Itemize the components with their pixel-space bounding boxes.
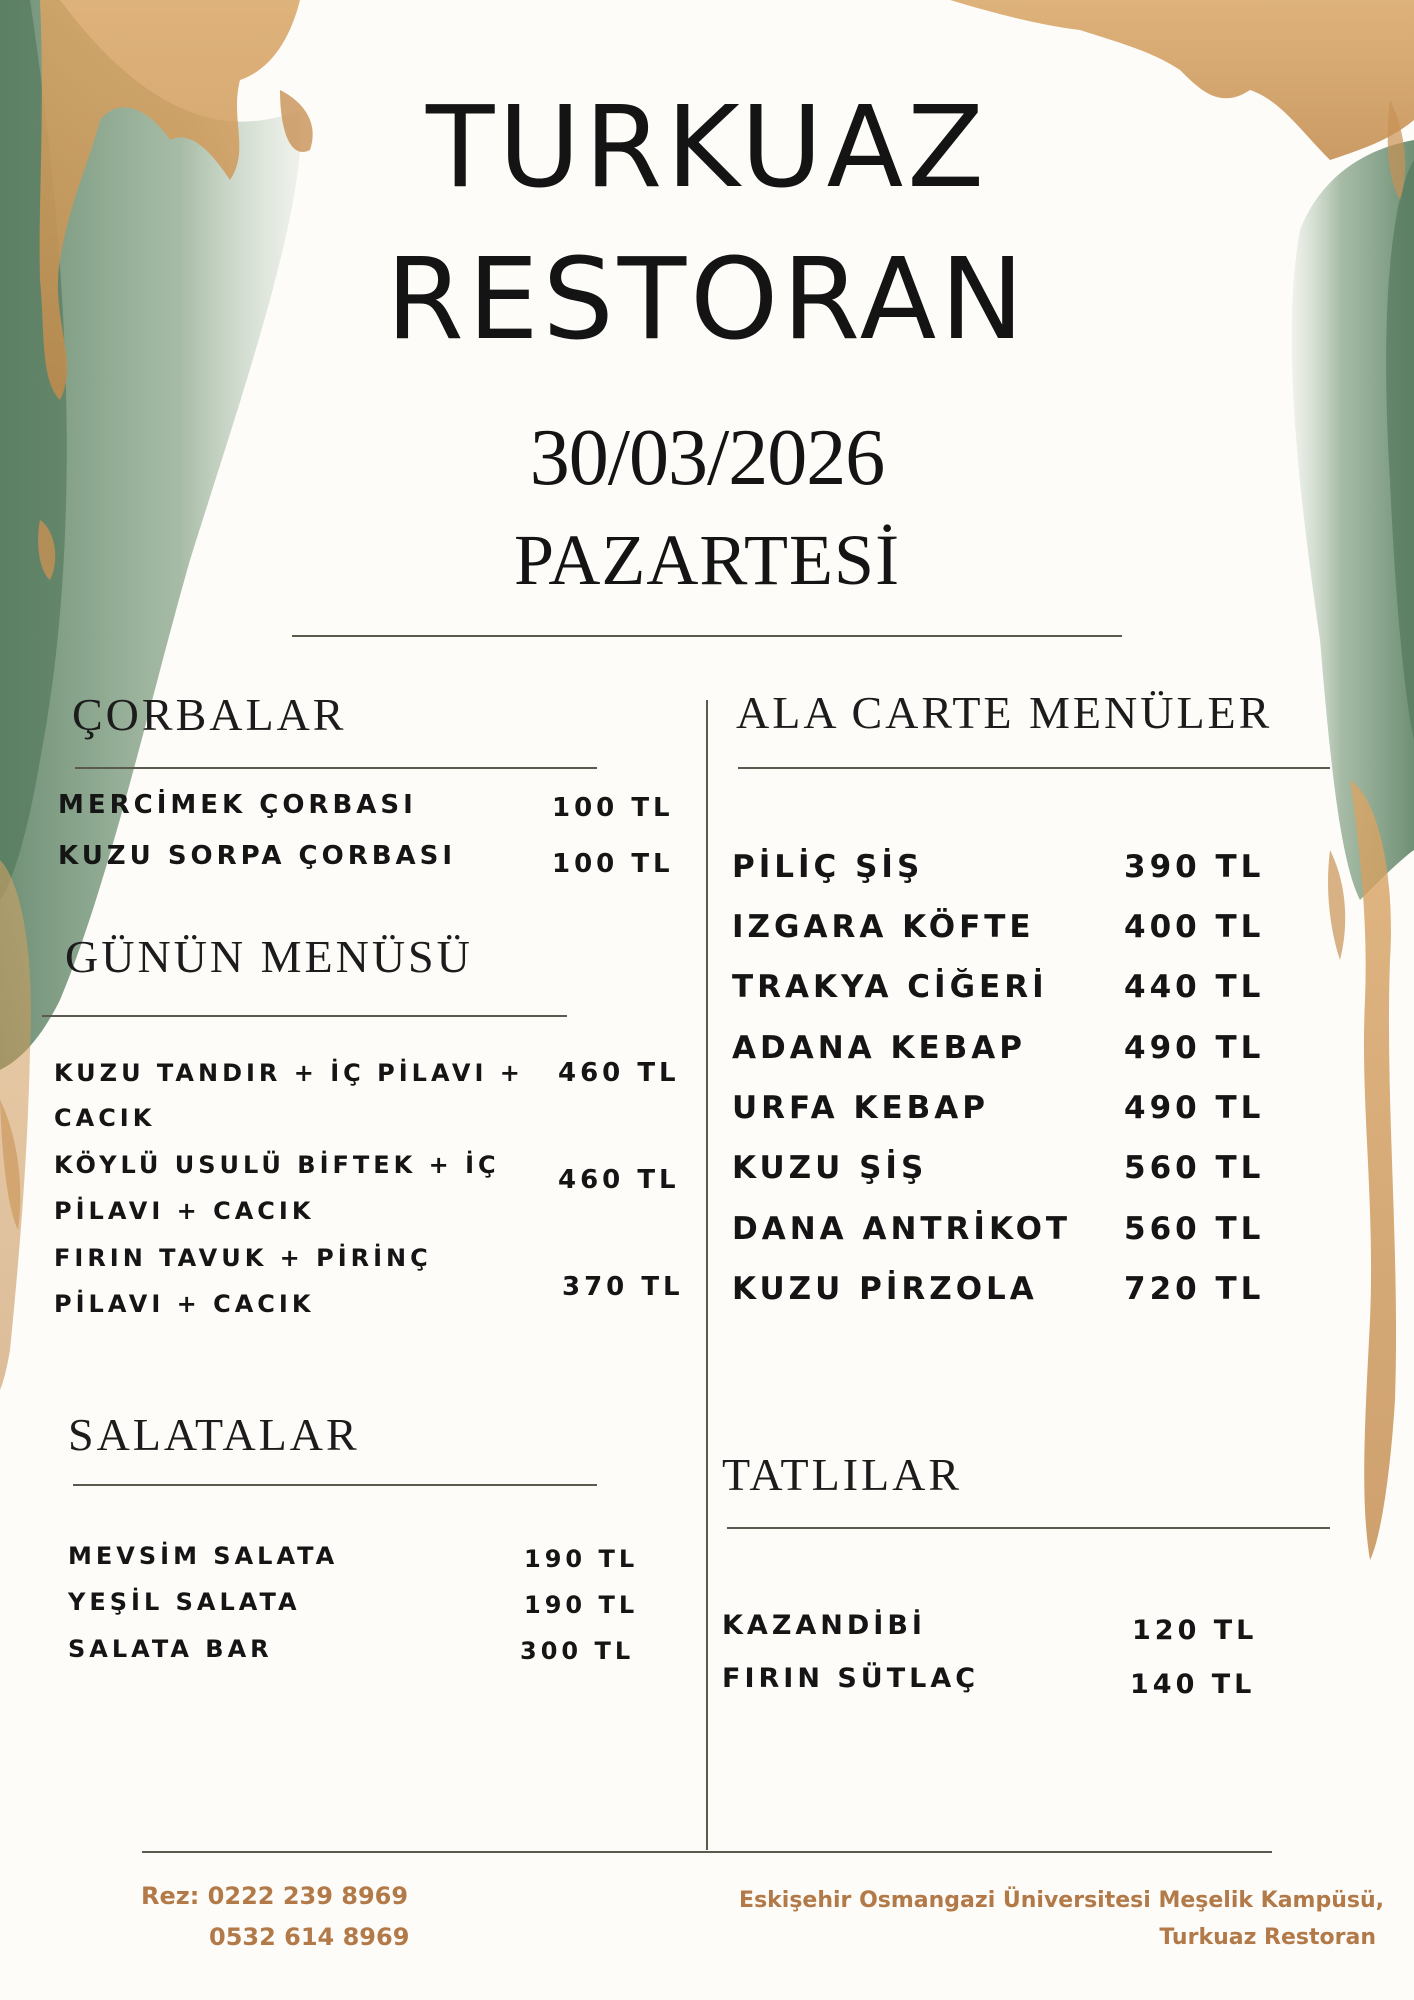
menu-item-price: 370 TL [562, 1272, 684, 1302]
menu-item-name: IZGARA KÖFTE [732, 909, 1035, 945]
menu-item-name-line2: PİLAVI + CACIK [54, 1197, 315, 1225]
menu-item-name: KUZU ŞİŞ [732, 1150, 928, 1186]
menu-item-price: 140 TL [1130, 1669, 1256, 1700]
section-title-salatalar: SALATALAR [68, 1409, 360, 1460]
section-rule-gunun-menusu [42, 1015, 567, 1017]
restaurant-name-line2: RESTORAN [386, 235, 1028, 365]
menu-item-price: 190 TL [524, 1591, 639, 1619]
section-rule-tatlilar [727, 1527, 1330, 1529]
menu-item-price: 120 TL [1132, 1615, 1258, 1646]
menu-item-name-line1: FIRIN TAVUK + PİRİNÇ [54, 1244, 432, 1272]
column-divider [706, 700, 708, 1850]
menu-item-name: TRAKYA CİĞERİ [732, 969, 1048, 1005]
section-rule-ala-carte [738, 767, 1330, 769]
menu-item-name: ADANA KEBAP [732, 1030, 1026, 1066]
menu-item-name-line2: PİLAVI + CACIK [54, 1290, 315, 1318]
menu-item-name: YEŞİL SALATA [68, 1588, 301, 1616]
menu-item-name-line1: KUZU TANDIR + İÇ PİLAVI + [54, 1059, 524, 1087]
section-title-tatlilar: TATLILAR [722, 1449, 963, 1500]
address-line-2: Turkuaz Restoran [1159, 1925, 1376, 1950]
menu-item-price: 400 TL [1124, 909, 1265, 945]
restaurant-name-line1: TURKUAZ [426, 83, 988, 213]
menu-item-name: KUZU PİRZOLA [732, 1271, 1038, 1307]
menu-item-name: PİLİÇ ŞİŞ [732, 849, 924, 885]
reservation-phone-1: Rez: 0222 239 8969 [141, 1882, 409, 1910]
menu-item-price: 100 TL [552, 793, 674, 823]
menu-item-price: 460 TL [558, 1165, 680, 1195]
menu-item-price: 440 TL [1124, 969, 1265, 1005]
menu-item-name-line1: KÖYLÜ USULÜ BİFTEK + İÇ [54, 1151, 500, 1179]
menu-item-name: URFA KEBAP [732, 1090, 989, 1126]
section-rule-corbalar [75, 767, 597, 769]
section-rule-salatalar [73, 1484, 597, 1486]
menu-weekday: PAZARTESİ [513, 520, 901, 600]
menu-item-price: 490 TL [1124, 1090, 1265, 1126]
menu-item-name: KUZU SORPA ÇORBASI [58, 841, 457, 871]
menu-item-name: SALATA BAR [68, 1635, 273, 1663]
menu-item-price: 390 TL [1124, 849, 1265, 885]
menu-item-name: KAZANDİBİ [722, 1610, 926, 1641]
menu-item-price: 190 TL [524, 1545, 639, 1573]
menu-date: 30/03/2026 [529, 414, 885, 502]
section-title-corbalar: ÇORBALAR [72, 689, 347, 740]
section-title-gunun-menusu: GÜNÜN MENÜSÜ [65, 931, 473, 982]
section-title-ala-carte: ALA CARTE MENÜLER [736, 687, 1273, 738]
footer-divider [142, 1851, 1272, 1853]
address-line-1: Eskişehir Osmangazi Üniversitesi Meşelik Kampüsü, [739, 1888, 1384, 1913]
menu-item-price: 560 TL [1124, 1150, 1265, 1186]
menu-item-price: 490 TL [1124, 1030, 1265, 1066]
menu-item-price: 300 TL [520, 1637, 635, 1665]
menu-item-price: 100 TL [552, 849, 674, 879]
menu-item-name: MEVSİM SALATA [68, 1542, 339, 1570]
menu-item-name: FIRIN SÜTLAÇ [722, 1663, 980, 1694]
menu-item-price: 720 TL [1124, 1271, 1265, 1307]
menu-item-price: 560 TL [1124, 1211, 1265, 1247]
menu-item-name-line2: CACIK [54, 1104, 156, 1132]
header-divider [292, 635, 1122, 637]
menu-item-name: MERCİMEK ÇORBASI [58, 790, 417, 820]
menu-item-name: DANA ANTRİKOT [732, 1211, 1072, 1247]
menu-item-price: 460 TL [558, 1058, 680, 1088]
reservation-phone-2: 0532 614 8969 [209, 1923, 410, 1951]
